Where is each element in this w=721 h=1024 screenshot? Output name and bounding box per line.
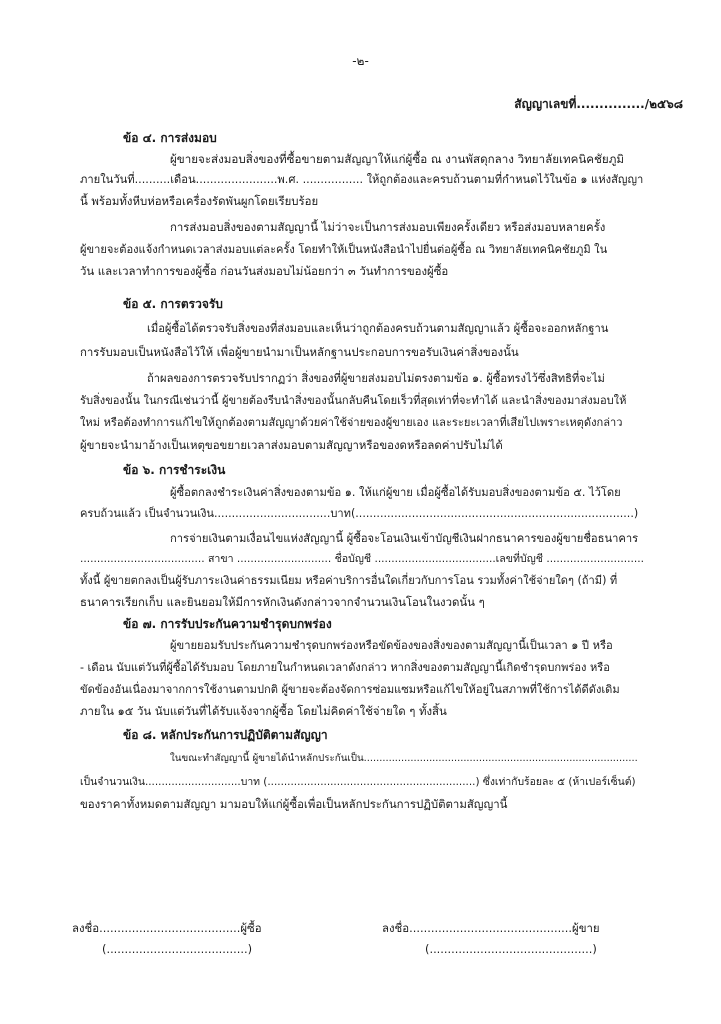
section-5-text: ใหม่ หรือต้องทำการแก้ไขให้ถูกต้องตามสัญญาด้วยค่าใช้จ่ายของผู้ขายเอง และระยะเวลาที่เสียไปเพราะเหตุดังกล่าว bbox=[80, 416, 623, 429]
contract-number: สัญญาเลขที่.............../๒๕๖๘ bbox=[514, 97, 683, 111]
section-4-text: การส่งมอบสิ่งของตามสัญญานี้ ไม่ว่าจะเป็นการส่งมอบเพียงครั้งเดียว หรือส่งมอบหลายครั้ง bbox=[170, 220, 606, 234]
section-5-text: การรับมอบเป็นหนังสือไว้ให้ เพื่อผู้ขายนำมาเป็นหลักฐานประกอบการขอรับเงินค่าสิ่งของนั้น bbox=[80, 345, 519, 359]
section-5-heading: ข้อ ๕. การตรวจรับ bbox=[123, 297, 223, 311]
section-4-text: ผู้ขายจะส่งมอบสิ่งของที่ซื้อขายตามสัญญาให้แก่ผู้ซื้อ ณ งานพัสดุกลาง วิทยาลัยเทคนิคชัยภูมิ bbox=[170, 152, 624, 166]
section-4-text: ผู้ขายจะต้องแจ้งกำหนดเวลาส่งมอบแต่ละครั้ง โดยทำให้เป็นหนังสือนำไปยื่นต่อผู้ซื้อ ณ วิทยาลัยเทคนิคชัยภูมิ ใน bbox=[80, 243, 608, 256]
section-6-text: ธนาคารเรียกเก็บ และยินยอมให้มีการหักเงินดังกล่าวจากจำนวนเงินโอนในงวดนั้น ๆ bbox=[80, 595, 485, 609]
section-7-text: ผู้ขายยอมรับประกันความชำรุดบกพร่องหรือขัดข้องของสิ่งของตามสัญญานี้เป็นเวลา ๑ ปี หรือ bbox=[170, 639, 613, 652]
seller-signature-line: ลงชื่อ.............................................ผู้ขาย bbox=[382, 921, 600, 935]
section-8-heading: ข้อ ๘. หลักประกันการปฏิบัติตามสัญญา bbox=[123, 728, 328, 742]
page-number: -๒- bbox=[352, 54, 369, 68]
section-5-text: เมื่อผู้ซื้อได้ตรวจรับสิ่งของที่ส่งมอบและเห็นว่าถูกต้องครบถ้วนตามสัญญาแล้ว ผู้ซื้อจะออกหลักฐาน bbox=[147, 322, 609, 335]
section-5-text: ถ้าผลของการตรวจรับปรากฏว่า สิ่งของที่ผู้ขายส่งมอบไม่ตรงตามข้อ ๑. ผู้ซื้อทรงไว้ซึ่งสิทธิที่จะไม่ bbox=[147, 372, 605, 385]
section-6-text: ครบถ้วนแล้ว เป็นจำนวนเงิน.................................บาท(...............................................................................) bbox=[80, 507, 639, 520]
buyer-signature-line: ลงชื่อ.......................................ผู้ซื้อ bbox=[72, 921, 262, 935]
section-7-text: ขัดข้องอันเนื่องมาจากการใช้งานตามปกติ ผู้ขายจะต้องจัดการซ่อมแซมหรือแก้ไขให้อยู่ในสภาพที่ใช้การได้ดีดังเดิม bbox=[80, 683, 620, 696]
section-4-heading: ข้อ ๔. การส่งมอบ bbox=[123, 131, 217, 145]
section-4-text: วัน และเวลาทำการของผู้ซื้อ ก่อนวันส่งมอบไม่น้อยกว่า ๓ วันทำการของผู้ซื้อ bbox=[80, 264, 449, 278]
section-5-text: รับสิ่งของนั้น ในกรณีเช่นว่านี้ ผู้ขายต้องรีบนำสิ่งของนั้นกลับคืนโดยเร็วที่สุดเท่าที่จะทำได้ และนำสิ่งของมาส่งมอบให้ bbox=[80, 394, 627, 407]
section-8-text: ของราคาทั้งหมดตามสัญญา มามอบให้แก่ผู้ซื้อเพื่อเป็นหลักประกันการปฏิบัติตามสัญญานี้ bbox=[80, 797, 508, 811]
section-4-text: นี้ พร้อมทั้งหีบห่อหรือเครื่องรัดพันผูกโดยเรียบร้อย bbox=[80, 194, 319, 208]
section-6-text: การจ่ายเงินตามเงื่อนไขแห่งสัญญานี้ ผู้ซื้อจะโอนเงินเข้าบัญชีเงินฝากธนาคารของผู้ขายชื่อธนาคาร bbox=[170, 532, 639, 545]
section-7-text: ภายใน ๑๕ วัน นับแต่วันที่ได้รับแจ้งจากผู้ซื้อ โดยไม่คิดค่าใช้จ่ายใด ๆ ทั้งสิ้น bbox=[80, 704, 447, 718]
section-7-heading: ข้อ ๗. การรับประกันความชำรุดบกพร่อง bbox=[123, 617, 332, 631]
section-6-text: ผู้ซื้อตกลงชำระเงินค่าสิ่งของตามข้อ ๑. ให้แก่ผู้ขาย เมื่อผู้ซื้อได้รับมอบสิ่งของตามข้อ ๕. ไว้โดย bbox=[170, 486, 621, 499]
section-5-text: ผู้ขายจะนำมาอ้างเป็นเหตุขอขยายเวลาส่งมอบตามสัญญาหรือของดหรือลดค่าปรับไม่ได้ bbox=[80, 438, 503, 452]
section-6-text: ทั้งนี้ ผู้ขายตกลงเป็นผู้รับภาระเงินค่าธรรมเนียม หรือค่าบริการอื่นใดเกี่ยวกับการโอน รวมทั้งค่าใช้จ่ายใดๆ (ถ้ามี) ที่ bbox=[80, 574, 618, 587]
buyer-name-blank: (.......................................) bbox=[102, 942, 253, 956]
section-8-text: เป็นจำนวนเงิน.............................บาท (...............................................................) ซึ่งเท่ากับร้อยละ ๕ (ห้าเปอร์เซ็นต์) bbox=[80, 776, 636, 788]
section-6-heading: ข้อ ๖. การชำระเงิน bbox=[123, 463, 226, 477]
section-8-text: ในขณะทำสัญญานี้ ผู้ขายได้นำหลักประกันเป็น........................................................................................ bbox=[170, 753, 638, 764]
section-4-text: ภายในวันที่..........เดือน.......................พ.ศ. ................. ให้ถูกต้องและครบถ้วนตามที่กำหนดไว้ในข้อ ๑ แห่งสัญญา bbox=[80, 173, 644, 186]
section-7-text: - เดือน นับแต่วันที่ผู้ซื้อได้รับมอบ โดยภายในกำหนดเวลาดังกล่าว หากสิ่งของตามสัญญานี้เกิดชำรุดบกพร่อง หรือ bbox=[80, 661, 610, 674]
seller-name-blank: (.............................................) bbox=[425, 942, 597, 956]
section-6-text: ..................................... สาขา ............................ ชื่อบัญชี ....................................เลขที่บัญชี ............................. bbox=[80, 553, 644, 565]
